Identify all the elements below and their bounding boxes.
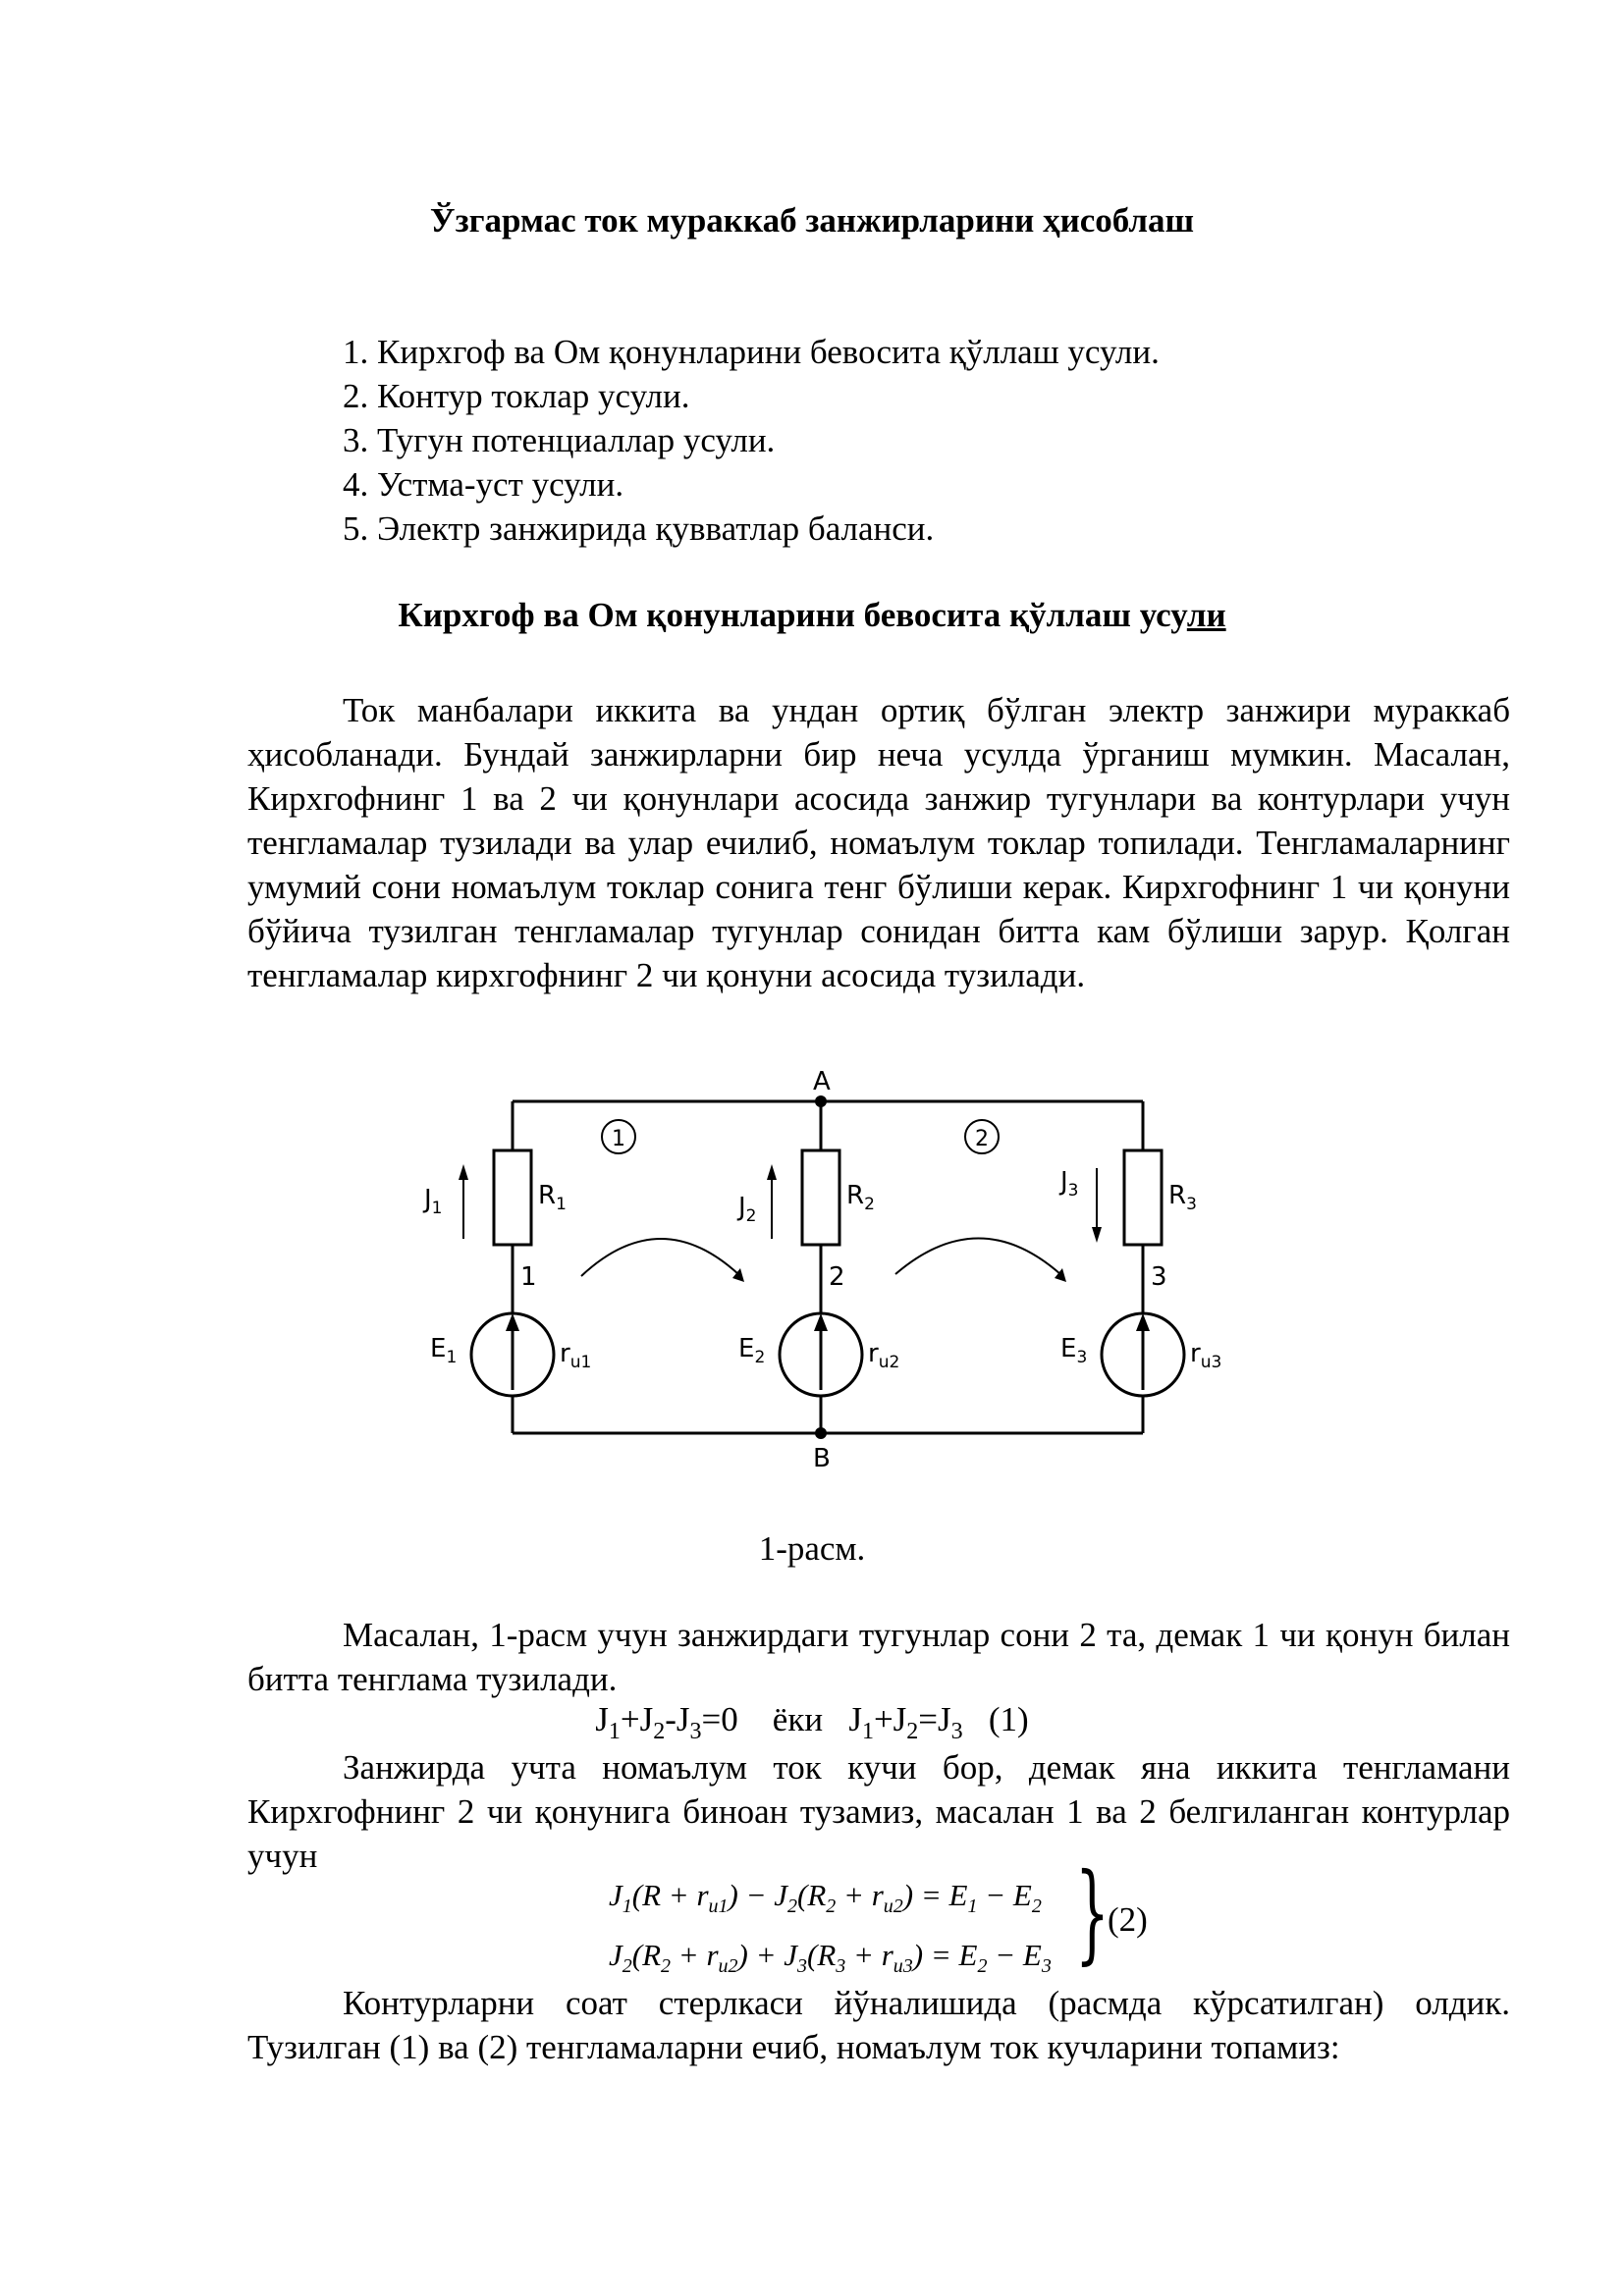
- loop-label-2: 2: [975, 1127, 989, 1151]
- section-heading-text: Кирхгоф ва Ом қонунларини бевосита қўллаш усу: [398, 596, 1187, 634]
- resistor-r2: [802, 1150, 839, 1245]
- paragraph-text: Масалан, 1-расм учун занжирдаги тугунлар сони 2 та, демак 1 чи қонун билан битта тенглама тузилади.: [247, 1616, 1510, 1698]
- point-label: 3: [1151, 1262, 1167, 1292]
- svg-text:E2: [738, 1334, 765, 1367]
- internal-resistance-label: r: [868, 1339, 879, 1368]
- equation-connector: ёки: [772, 1700, 824, 1738]
- resistor-subscript: 3: [1186, 1195, 1197, 1214]
- svg-text:ru2: [868, 1339, 899, 1372]
- list-item: 2. Контур токлар усули.: [343, 377, 690, 415]
- paragraph-conclusion: [247, 1981, 1510, 2069]
- emf-subscript: 3: [1076, 1348, 1088, 1367]
- paragraph-loops: [247, 1745, 1510, 1878]
- paragraph-text: Занжирда учта номаълум ток кучи бор, демак яна иккита тенгламани Кирхгофнинг 2 чи қонунига биноан тузамиз, масалан 1 ва 2 белгиланган контурлар учун: [247, 1748, 1510, 1875]
- internal-resistance-subscript: u2: [878, 1353, 900, 1372]
- current-label: J: [1060, 1167, 1068, 1197]
- resistor-r1: [494, 1150, 531, 1245]
- svg-text:R3: [1168, 1181, 1197, 1214]
- circuit-diagram: [405, 1060, 1222, 1473]
- resistor-subscript: 1: [556, 1195, 567, 1214]
- resistor-subscript: 2: [864, 1195, 875, 1214]
- resistor-r3: [1124, 1150, 1162, 1245]
- resistor-label: R: [846, 1181, 865, 1210]
- emf-label: E: [1060, 1334, 1077, 1363]
- internal-resistance-subscript: u3: [1200, 1353, 1222, 1372]
- paragraph-intro: [247, 688, 1510, 997]
- svg-text:R1: [538, 1181, 567, 1214]
- emf-label: E: [430, 1334, 447, 1363]
- paragraph-text: Ток манбалари иккита ва ундан ортиқ бўлган электр занжири мураккаб ҳисобланади. Бундай занжирларни бир неча усулда ўрганиш мумкин. Масалан, Кирхгофнинг 1 ва 2 чи қонунлари асосида занжир тугунлари ва контурлари учун тенгламалар тузилади ва улар ечилиб, номаълум токлар топилади. Тенгламаларнинг умумий сони номаълум токлар сонига тенг бўлиши керак. Кирхгофнинг 1 чи қонуни бўйича тузилган тенгламалар тугунлар сонидан битта кам бўлиши зарур. Қолган тенгламалар кирхгофнинг 2 чи қонуни асосида тузилади.: [247, 691, 1510, 994]
- svg-text:ru1: [560, 1339, 591, 1372]
- current-subscript: 1: [431, 1199, 443, 1218]
- current-label: J: [424, 1185, 432, 1214]
- equation-system: [609, 1871, 1052, 1991]
- equation-number: (2): [1108, 1900, 1148, 1939]
- current-label: J: [738, 1193, 746, 1222]
- list-item: 1. Кирхгоф ва Ом қонунларини бевосита қўллаш усули.: [343, 333, 1160, 371]
- node-a: [815, 1095, 827, 1107]
- current-subscript: 3: [1067, 1181, 1079, 1201]
- node-label-a: A: [813, 1067, 831, 1096]
- point-label: 2: [829, 1262, 845, 1292]
- topics-list: [343, 330, 1160, 551]
- node-b: [815, 1427, 827, 1439]
- point-label: 1: [520, 1262, 537, 1292]
- equation-1: $J_1+J_2-J_3=0$ ёки $J_1+J_2=J_3$ (1): [595, 1700, 1029, 1744]
- svg-text:J2: [736, 1193, 757, 1226]
- svg-text:R2: [846, 1181, 875, 1214]
- internal-resistance-label: r: [1190, 1339, 1201, 1368]
- list-item: 5. Электр занжирида қувватлар баланси.: [343, 509, 935, 548]
- svg-text:E3: [1060, 1334, 1087, 1367]
- paragraph-example: [247, 1613, 1510, 1701]
- node-label-b: B: [813, 1444, 831, 1473]
- svg-text:ru3: [1190, 1339, 1221, 1372]
- internal-resistance-subscript: u1: [569, 1353, 592, 1372]
- figure-caption: 1-расм.: [758, 1529, 866, 1568]
- equation-row-1: $J_1(R + r_{u1}) - J_2(R_2 + r_{u2}) = E_1 - E_2$: [609, 1878, 1042, 1918]
- emf-label: E: [738, 1334, 755, 1363]
- system-brace: }: [1075, 1849, 1110, 1975]
- svg-text:J3: [1058, 1167, 1079, 1201]
- section-heading-underlined: ли: [1186, 596, 1226, 634]
- loop-1-arrow: [581, 1239, 738, 1276]
- loop-label-1: 1: [612, 1127, 625, 1151]
- emf-subscript: 2: [754, 1348, 766, 1367]
- equation-row-2: $J_2(R_2 + r_{u2}) + J_3(R_3 + r_{u3}) = E_2 - E_3$: [609, 1938, 1052, 1978]
- section-heading: [0, 596, 1624, 635]
- page-title: Ўзгармас ток мураккаб занжирларини ҳисоблаш: [429, 201, 1195, 240]
- resistor-label: R: [1168, 1181, 1187, 1210]
- emf-subscript: 1: [446, 1348, 458, 1367]
- paragraph-text: Контурларни соат стерлкаси йўналишида (расмда кўрсатилган) олдик. Тузилган (1) ва (2) тенгламаларни ечиб, номаълум ток кучларини топамиз:: [247, 1984, 1510, 2066]
- resistor-label: R: [538, 1181, 557, 1210]
- equation-number: (1): [988, 1700, 1029, 1738]
- current-subscript: 2: [745, 1206, 757, 1226]
- internal-resistance-label: r: [560, 1339, 570, 1368]
- svg-text:J1: [422, 1185, 443, 1218]
- loop-2-arrow: [895, 1239, 1060, 1275]
- list-item: 3. Тугун потенциаллар усули.: [343, 421, 776, 459]
- svg-text:E1: [430, 1334, 457, 1367]
- list-item: 4. Устма-уст усули.: [343, 465, 624, 504]
